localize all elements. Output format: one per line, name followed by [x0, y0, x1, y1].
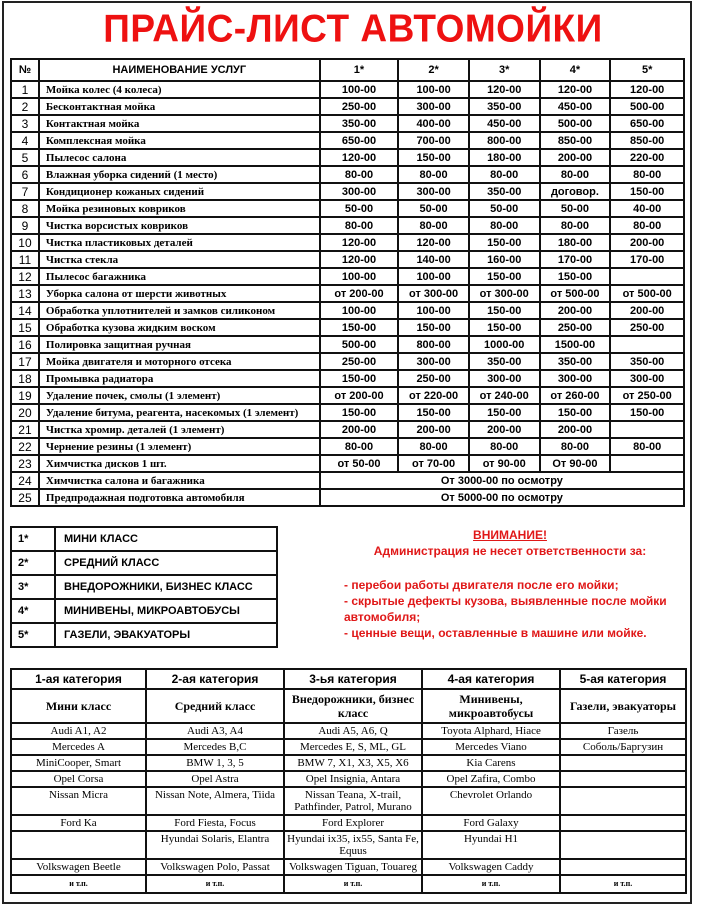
- category-row: [11, 787, 686, 815]
- legend-label: ГАЗЕЛИ, ЭВАКУАТОРЫ: [55, 623, 277, 647]
- price-cell: [610, 268, 684, 285]
- price-cell: 650-00: [320, 132, 399, 149]
- price-row: [11, 217, 684, 234]
- price-cell: 200-00: [540, 302, 611, 319]
- price-cell: 100-00: [320, 302, 399, 319]
- service-name: Мойка резиновых ковриков: [39, 200, 320, 217]
- price-cell: 150-00: [320, 370, 399, 387]
- category-row: [11, 739, 686, 755]
- service-name: Уборка салона от шерсти животных: [39, 285, 320, 302]
- price-cell: 700-00: [398, 132, 469, 149]
- price-cell: 80-00: [469, 438, 540, 455]
- price-cell: 300-00: [398, 98, 469, 115]
- price-cell: от 500-00: [540, 285, 611, 302]
- etc-cell: и т.п.: [146, 875, 284, 893]
- notice-item: - ценные вещи, оставленные в машине или мойке.: [344, 626, 647, 640]
- price-cell: 150-00: [469, 404, 540, 421]
- legend-row: [11, 551, 277, 575]
- price-cell: 500-00: [320, 336, 399, 353]
- price-cell: 80-00: [469, 217, 540, 234]
- price-cell: 350-00: [469, 183, 540, 200]
- price-cell: 150-00: [398, 149, 469, 166]
- car-model-cell: Hyundai H1: [422, 831, 560, 859]
- notice-heading: ВНИМАНИЕ!: [473, 528, 547, 542]
- price-cell: 220-00: [610, 149, 684, 166]
- car-model-cell: BMW 1, 3, 5: [146, 755, 284, 771]
- service-name: Мойка двигателя и моторного отсека: [39, 353, 320, 370]
- price-header-cell: 5*: [610, 59, 684, 81]
- price-cell: 120-00: [320, 234, 399, 251]
- price-row: [11, 319, 684, 336]
- price-cell-merged: От 3000-00 по осмотру: [320, 472, 684, 489]
- service-name: Пылесос багажника: [39, 268, 320, 285]
- category-subheader: Минивены, микроавтобусы: [422, 689, 560, 723]
- price-cell: 150-00: [320, 319, 399, 336]
- price-cell: 80-00: [398, 166, 469, 183]
- price-cell: 300-00: [469, 370, 540, 387]
- row-number: 10: [11, 234, 39, 251]
- car-model-cell: Kia Carens: [422, 755, 560, 771]
- price-cell: 850-00: [540, 132, 611, 149]
- car-model-cell: Nissan Note, Almera, Tiida: [146, 787, 284, 815]
- price-row: [11, 387, 684, 404]
- price-row: [11, 81, 684, 98]
- car-model-cell: Opel Astra: [146, 771, 284, 787]
- price-cell: 80-00: [398, 438, 469, 455]
- row-number: 24: [11, 472, 39, 489]
- price-cell: 250-00: [610, 319, 684, 336]
- car-model-cell: Mercedes B,C: [146, 739, 284, 755]
- car-model-cell: Nissan Teana, X-trail, Pathfinder, Patrol, Murano: [284, 787, 422, 815]
- row-number: 2: [11, 98, 39, 115]
- car-model-cell: [560, 787, 686, 815]
- price-cell: 170-00: [540, 251, 611, 268]
- service-name: Обработка кузова жидким воском: [39, 319, 320, 336]
- row-number: 17: [11, 353, 39, 370]
- price-cell: 80-00: [540, 217, 611, 234]
- category-subheader-row: [11, 689, 686, 723]
- price-cell: 120-00: [320, 149, 399, 166]
- price-row: [11, 268, 684, 285]
- row-number: 15: [11, 319, 39, 336]
- price-row: [11, 115, 684, 132]
- legend-key: 4*: [11, 599, 55, 623]
- category-row: [11, 755, 686, 771]
- service-name: Чистка хромир. деталей (1 элемент): [39, 421, 320, 438]
- service-name: Бесконтактная мойка: [39, 98, 320, 115]
- service-name: Химчистка салона и багажника: [39, 472, 320, 489]
- row-number: 25: [11, 489, 39, 506]
- price-cell: 120-00: [469, 81, 540, 98]
- legend-row: [11, 623, 277, 647]
- price-cell: 350-00: [469, 353, 540, 370]
- category-subheader: Мини класс: [11, 689, 146, 723]
- price-cell: 150-00: [469, 234, 540, 251]
- price-row: [11, 438, 684, 455]
- car-model-cell: [11, 831, 146, 859]
- car-model-cell: Volkswagen Beetle: [11, 859, 146, 875]
- price-cell: 100-00: [398, 81, 469, 98]
- price-cell: от 240-00: [469, 387, 540, 404]
- category-subheader: Внедорожники, бизнес класс: [284, 689, 422, 723]
- price-cell: 200-00: [540, 421, 611, 438]
- price-cell: 80-00: [469, 166, 540, 183]
- price-cell: 850-00: [610, 132, 684, 149]
- car-model-cell: [560, 831, 686, 859]
- price-cell: от 250-00: [610, 387, 684, 404]
- row-number: 21: [11, 421, 39, 438]
- car-model-cell: [560, 859, 686, 875]
- category-row: [11, 815, 686, 831]
- price-cell: 350-00: [610, 353, 684, 370]
- row-number: 22: [11, 438, 39, 455]
- car-model-cell: Volkswagen Tiguan, Touareg: [284, 859, 422, 875]
- price-row-merged: [11, 489, 684, 506]
- price-cell: 150-00: [540, 404, 611, 421]
- price-cell: 150-00: [398, 404, 469, 421]
- category-header-row: [11, 669, 686, 689]
- price-cell: 120-00: [610, 81, 684, 98]
- price-cell: 200-00: [320, 421, 399, 438]
- price-cell: 650-00: [610, 115, 684, 132]
- price-cell: 150-00: [469, 319, 540, 336]
- car-model-cell: Opel Corsa: [11, 771, 146, 787]
- price-header-cell: НАИМЕНОВАНИЕ УСЛУГ: [39, 59, 320, 81]
- legend-key: 3*: [11, 575, 55, 599]
- service-name: Кондиционер кожаных сидений: [39, 183, 320, 200]
- row-number: 20: [11, 404, 39, 421]
- row-number: 18: [11, 370, 39, 387]
- car-model-cell: Газель: [560, 723, 686, 739]
- price-cell: 120-00: [398, 234, 469, 251]
- price-cell: от 300-00: [469, 285, 540, 302]
- car-model-cell: [560, 815, 686, 831]
- price-cell: 800-00: [469, 132, 540, 149]
- price-cell: от 300-00: [398, 285, 469, 302]
- etc-cell: и т.п.: [11, 875, 146, 893]
- price-cell: 300-00: [540, 370, 611, 387]
- category-row: [11, 859, 686, 875]
- price-cell: 150-00: [469, 268, 540, 285]
- vehicle-categories-table: [10, 668, 687, 894]
- car-model-cell: MiniCooper, Smart: [11, 755, 146, 771]
- price-cell: 150-00: [610, 404, 684, 421]
- price-cell: 200-00: [469, 421, 540, 438]
- price-cell: 50-00: [469, 200, 540, 217]
- row-number: 16: [11, 336, 39, 353]
- service-name: Чистка пластиковых деталей: [39, 234, 320, 251]
- car-model-cell: Hyundai ix35, ix55, Santa Fe, Equus: [284, 831, 422, 859]
- car-model-cell: Mercedes A: [11, 739, 146, 755]
- row-number: 8: [11, 200, 39, 217]
- car-model-cell: Mercedes E, S, ML, GL: [284, 739, 422, 755]
- price-cell: 250-00: [320, 98, 399, 115]
- price-cell: 180-00: [540, 234, 611, 251]
- category-header: 4-ая категория: [422, 669, 560, 689]
- price-cell: 50-00: [540, 200, 611, 217]
- etc-cell: и т.п.: [284, 875, 422, 893]
- price-cell: 150-00: [540, 268, 611, 285]
- price-row: [11, 183, 684, 200]
- price-cell: 140-00: [398, 251, 469, 268]
- category-subheader: Средний класс: [146, 689, 284, 723]
- legend-key: 5*: [11, 623, 55, 647]
- legend-row: [11, 527, 277, 551]
- car-model-cell: Nissan Micra: [11, 787, 146, 815]
- legend-label: МИНИВЕНЫ, МИКРОАВТОБУСЫ: [55, 599, 277, 623]
- price-cell: 250-00: [540, 319, 611, 336]
- price-cell: 200-00: [540, 149, 611, 166]
- price-cell: 300-00: [320, 183, 399, 200]
- price-row: [11, 251, 684, 268]
- car-model-cell: Volkswagen Caddy: [422, 859, 560, 875]
- notice-list: [300, 577, 700, 641]
- price-cell: 200-00: [610, 234, 684, 251]
- price-row: [11, 200, 684, 217]
- car-model-cell: Соболь/Баргузин: [560, 739, 686, 755]
- price-cell: 80-00: [610, 217, 684, 234]
- price-cell: от 70-00: [398, 455, 469, 472]
- price-cell: 400-00: [398, 115, 469, 132]
- car-model-cell: Hyundai Solaris, Elantra: [146, 831, 284, 859]
- service-name: Чистка ворсистых ковриков: [39, 217, 320, 234]
- price-cell: от 50-00: [320, 455, 399, 472]
- row-number: 13: [11, 285, 39, 302]
- price-cell: 80-00: [398, 217, 469, 234]
- car-model-cell: Audi A5, A6, Q: [284, 723, 422, 739]
- service-name: Влажная уборка сидений (1 место): [39, 166, 320, 183]
- notice-item: - скрытые дефекты кузова, выявленные после мойки автомобиля;: [344, 594, 667, 624]
- service-name: Чистка стекла: [39, 251, 320, 268]
- price-cell: 150-00: [610, 183, 684, 200]
- price-row: [11, 404, 684, 421]
- price-cell: 150-00: [469, 302, 540, 319]
- page-title: ПРАЙС-ЛИСТ АВТОМОЙКИ: [103, 6, 603, 50]
- service-name: Чернение резины (1 элемент): [39, 438, 320, 455]
- price-cell-merged: От 5000-00 по осмотру: [320, 489, 684, 506]
- car-model-cell: [560, 771, 686, 787]
- price-cell: от 500-00: [610, 285, 684, 302]
- car-model-cell: Ford Explorer: [284, 815, 422, 831]
- price-row-merged: [11, 472, 684, 489]
- row-number: 3: [11, 115, 39, 132]
- price-cell: 500-00: [540, 115, 611, 132]
- etc-cell: и т.п.: [560, 875, 686, 893]
- car-model-cell: Toyota Alphard, Hiace: [422, 723, 560, 739]
- price-cell: от 220-00: [398, 387, 469, 404]
- legend-label: МИНИ КЛАСС: [55, 527, 277, 551]
- service-name: Пылесос салона: [39, 149, 320, 166]
- price-cell: 80-00: [610, 166, 684, 183]
- class-legend-table: [10, 526, 278, 648]
- price-cell: 300-00: [398, 353, 469, 370]
- car-model-cell: Volkswagen Polo, Passat: [146, 859, 284, 875]
- category-row: [11, 831, 686, 859]
- car-model-cell: Opel Zafira, Combo: [422, 771, 560, 787]
- price-header-cell: 3*: [469, 59, 540, 81]
- legend-label: ВНЕДОРОЖНИКИ, БИЗНЕС КЛАСС: [55, 575, 277, 599]
- price-cell: 50-00: [320, 200, 399, 217]
- liability-notice: [300, 528, 700, 641]
- category-subheader: Газели, эвакуаторы: [560, 689, 686, 723]
- price-cell: 1500-00: [540, 336, 611, 353]
- category-etc-row: [11, 875, 686, 893]
- service-name: Полировка защитная ручная: [39, 336, 320, 353]
- price-cell: 250-00: [320, 353, 399, 370]
- car-model-cell: Ford Ka: [11, 815, 146, 831]
- price-cell: 250-00: [398, 370, 469, 387]
- price-table-header: [11, 59, 684, 81]
- price-cell: 100-00: [398, 268, 469, 285]
- price-cell: договор.: [540, 183, 611, 200]
- price-cell: 800-00: [398, 336, 469, 353]
- row-number: 11: [11, 251, 39, 268]
- service-name: Промывка радиатора: [39, 370, 320, 387]
- row-number: 9: [11, 217, 39, 234]
- service-name: Удаление почек, смолы (1 элемент): [39, 387, 320, 404]
- price-cell: 120-00: [320, 251, 399, 268]
- service-name: Мойка колес (4 колеса): [39, 81, 320, 98]
- row-number: 5: [11, 149, 39, 166]
- row-number: 7: [11, 183, 39, 200]
- price-cell: 450-00: [469, 115, 540, 132]
- service-name: Химчистка дисков 1 шт.: [39, 455, 320, 472]
- car-model-cell: Ford Galaxy: [422, 815, 560, 831]
- price-cell: 300-00: [610, 370, 684, 387]
- price-row: [11, 285, 684, 302]
- price-row: [11, 455, 684, 472]
- car-model-cell: Audi A1, A2: [11, 723, 146, 739]
- car-model-cell: Mercedes Viano: [422, 739, 560, 755]
- legend-key: 1*: [11, 527, 55, 551]
- price-cell: 80-00: [610, 438, 684, 455]
- price-cell: 200-00: [398, 421, 469, 438]
- price-header-cell: 4*: [540, 59, 611, 81]
- price-cell: 170-00: [610, 251, 684, 268]
- price-cell: 350-00: [540, 353, 611, 370]
- price-row: [11, 302, 684, 319]
- price-cell: от 200-00: [320, 285, 399, 302]
- price-cell: от 90-00: [469, 455, 540, 472]
- notice-subheading: Администрация не несет ответственности за:: [373, 544, 647, 558]
- row-number: 4: [11, 132, 39, 149]
- notice-item: - перебои работы двигателя после его мойки;: [344, 578, 619, 592]
- category-header: 1-ая категория: [11, 669, 146, 689]
- price-cell: [610, 455, 684, 472]
- car-model-cell: Chevrolet Orlando: [422, 787, 560, 815]
- price-cell: [610, 336, 684, 353]
- category-row: [11, 723, 686, 739]
- price-cell: 180-00: [469, 149, 540, 166]
- price-cell: от 200-00: [320, 387, 399, 404]
- price-cell: 150-00: [398, 319, 469, 336]
- service-name: Контактная мойка: [39, 115, 320, 132]
- row-number: 14: [11, 302, 39, 319]
- price-cell: 120-00: [540, 81, 611, 98]
- price-row: [11, 98, 684, 115]
- service-name: Комплексная мойка: [39, 132, 320, 149]
- category-header: 2-ая категория: [146, 669, 284, 689]
- row-number: 23: [11, 455, 39, 472]
- car-model-cell: [560, 755, 686, 771]
- price-row: [11, 166, 684, 183]
- row-number: 12: [11, 268, 39, 285]
- car-model-cell: BMW 7, X1, X3, X5, X6: [284, 755, 422, 771]
- price-row: [11, 353, 684, 370]
- price-row: [11, 370, 684, 387]
- price-cell: 80-00: [540, 438, 611, 455]
- price-cell: 80-00: [320, 166, 399, 183]
- price-cell: 160-00: [469, 251, 540, 268]
- price-cell: 200-00: [610, 302, 684, 319]
- price-cell: [610, 421, 684, 438]
- car-model-cell: Ford Fiesta, Focus: [146, 815, 284, 831]
- price-cell: от 260-00: [540, 387, 611, 404]
- price-cell: 350-00: [469, 98, 540, 115]
- car-model-cell: Audi A3, A4: [146, 723, 284, 739]
- price-cell: 1000-00: [469, 336, 540, 353]
- legend-key: 2*: [11, 551, 55, 575]
- category-header: 3-ья категория: [284, 669, 422, 689]
- car-model-cell: Opel Insignia, Antara: [284, 771, 422, 787]
- price-row: [11, 421, 684, 438]
- price-row: [11, 234, 684, 251]
- price-header-cell: 2*: [398, 59, 469, 81]
- price-cell: 500-00: [610, 98, 684, 115]
- row-number: 6: [11, 166, 39, 183]
- price-cell: 50-00: [398, 200, 469, 217]
- price-cell: 80-00: [320, 217, 399, 234]
- price-cell: 350-00: [320, 115, 399, 132]
- price-row: [11, 132, 684, 149]
- price-cell: 100-00: [320, 268, 399, 285]
- price-cell: От 90-00: [540, 455, 611, 472]
- service-name: Удаление битума, реагента, насекомых (1 элемент): [39, 404, 320, 421]
- row-number: 1: [11, 81, 39, 98]
- category-header: 5-ая категория: [560, 669, 686, 689]
- price-cell: 40-00: [610, 200, 684, 217]
- price-cell: 100-00: [398, 302, 469, 319]
- service-name: Предпродажная подготовка автомобиля: [39, 489, 320, 506]
- price-row: [11, 149, 684, 166]
- price-cell: 150-00: [320, 404, 399, 421]
- service-name: Обработка уплотнителей и замков силиконом: [39, 302, 320, 319]
- legend-row: [11, 599, 277, 623]
- category-row: [11, 771, 686, 787]
- legend-row: [11, 575, 277, 599]
- price-table: [10, 58, 685, 507]
- price-row: [11, 336, 684, 353]
- row-number: 19: [11, 387, 39, 404]
- price-cell: 300-00: [398, 183, 469, 200]
- price-cell: 450-00: [540, 98, 611, 115]
- etc-cell: и т.п.: [422, 875, 560, 893]
- price-cell: 80-00: [320, 438, 399, 455]
- price-cell: 80-00: [540, 166, 611, 183]
- price-cell: 100-00: [320, 81, 399, 98]
- price-header-cell: №: [11, 59, 39, 81]
- legend-label: СРЕДНИЙ КЛАСС: [55, 551, 277, 575]
- price-header-cell: 1*: [320, 59, 399, 81]
